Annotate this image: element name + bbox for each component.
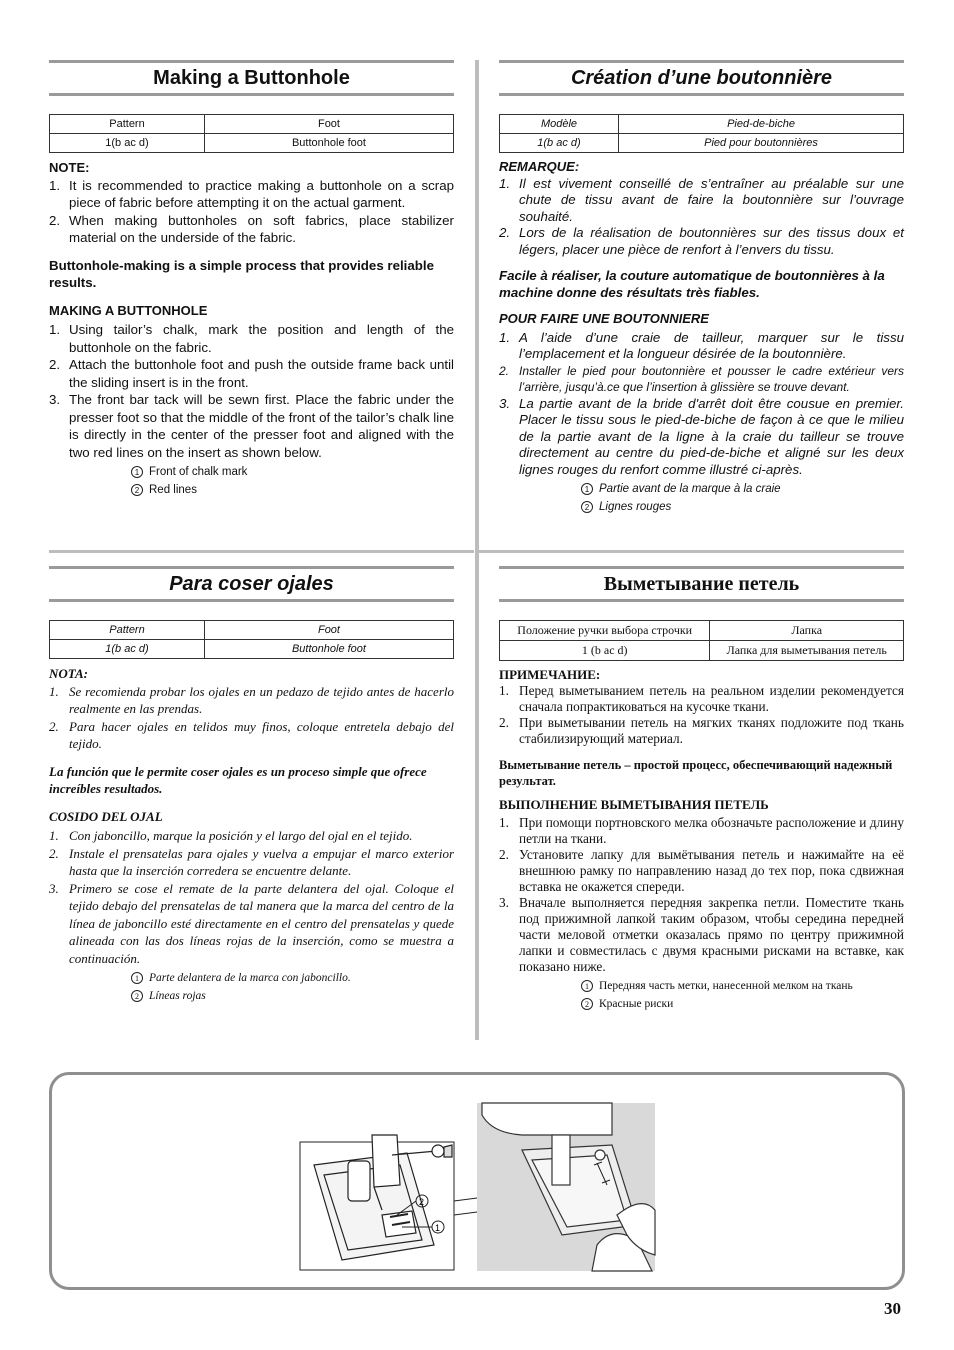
subheading: MAKING A BUTTONHOLE <box>49 302 208 318</box>
steps-list <box>49 827 454 967</box>
callout-circle-2: 2 <box>581 998 593 1010</box>
note-label: NOTA: <box>49 666 88 681</box>
intro-text: Facile à réaliser, la couture automatique de boutonnières à la machine donne des résultats très fiables. <box>499 268 885 300</box>
section-english <box>49 60 454 499</box>
table-header-pattern: Положение ручки выбора строчки <box>500 621 710 641</box>
list-item: 2. Installer le pied pour boutonnière et pousser le cadre extérieur vers l’arrière, jusqu’à.ce que l’insertion à glissière se trouve devant. <box>499 363 904 394</box>
steps-list <box>499 815 904 975</box>
table-cell-pattern: 1 (b ac d) <box>500 641 710 661</box>
table-cell-pattern: 1(b ac d) <box>50 134 205 153</box>
intro-text: La función que le permite coser ojales es un proceso simple que ofrece increíbles resultados. <box>49 763 427 796</box>
list-item: 1. A l’aide d’une craie de tailleur, marquer sur le tissu l’emplacement et la longueur désirée de la boutonnière. <box>499 329 904 361</box>
buttonhole-foot-illustration <box>52 1075 902 1287</box>
subheading: COSIDO DEL OJAL <box>49 808 163 824</box>
list-item: 1. Using tailor’s chalk, mark the position and length of the buttonhole on the fabric. <box>49 322 454 355</box>
list-item: 1. It is recommended to practice making a buttonhole on a scrap piece of fabric before attempting it on the actual garment. <box>49 177 454 210</box>
callout-circle-1: 1 <box>581 980 593 992</box>
illustration-panel <box>49 1072 905 1290</box>
list-item: 2. Lors de la réalisation de boutonnières sur des tissus doux et légers, placer une pièce de renfort à l’envers du tissu. <box>499 225 904 257</box>
table-header-foot: Лапка <box>710 621 904 641</box>
list-item: 3. The front bar tack will be sewn first. Place the fabric under the presser foot so that the middle of the front of the tailor’s chalk line is directly in the center of the presser foot and aligned with the two red lines on the insert as shown below. <box>49 392 454 460</box>
section-title: Création d’une boutonnière <box>570 66 833 89</box>
table-cell-pattern: 1(b ac d) <box>500 134 619 153</box>
section-title: Making a Buttonhole <box>153 66 350 89</box>
section-body <box>499 667 904 1013</box>
section-divider-right <box>479 550 904 553</box>
notes-list <box>49 177 454 247</box>
list-item: 1. Con jaboncillo, marque la posición y el largo del ojal en el tejido. <box>49 828 413 843</box>
section-title: Выметывание петель <box>603 572 800 595</box>
section-french <box>499 60 904 516</box>
callout-circle-2: 2 <box>131 990 143 1002</box>
callout-circle-1: 1 <box>131 972 143 984</box>
table-header-pattern: Pattern <box>50 115 205 134</box>
note-label: ПРИМЕЧАНИЕ: <box>499 667 601 682</box>
section-body <box>49 665 454 1005</box>
note-label: REMARQUE: <box>499 159 580 174</box>
callout-circle-1: 1 <box>131 466 143 478</box>
intro-text: Buttonhole-making is a simple process that provides reliable results. <box>49 257 434 290</box>
table-cell-foot: Pied pour boutonnières <box>619 134 904 153</box>
subheading: POUR FAIRE UNE BOUTONNIERE <box>499 311 709 326</box>
list-item: 1. Перед выметыванием петель на реальном изделии рекомендуется сначала попрактиковаться на кусочке ткани. <box>499 683 904 714</box>
pattern-table <box>49 114 454 153</box>
intro-text: Выметывание петель – простой процесс, обеспечивающий надежный результат. <box>499 758 893 788</box>
list-item: 2. Para hacer ojales en telidos muy finos, coloque entretela debajo del tejido. <box>49 718 454 751</box>
table-header-foot: Foot <box>204 115 453 134</box>
pattern-table <box>49 620 454 659</box>
section-spanish <box>49 566 454 1005</box>
list-item: 2. When making buttonholes on soft fabrics, place stabilizer material on the underside of the fabric. <box>49 212 454 245</box>
list-item: 1. При помощи портновского мелка обозначьте расположение и длину петли на ткани. <box>499 815 904 846</box>
table-cell-foot: Buttonhole foot <box>204 134 453 153</box>
list-item: 3. Primero se cose el remate de la parte delantera del ojal. Coloque el tejido debajo del prensatelas de tal manera que la marca del centro de la línea de jaboncillo esté directamente en el centro del prensatelas y quede alineada con las dos líneas rojas de la inserción, como se muestra a continuación. <box>49 880 454 966</box>
table-cell-pattern: 1(b ac d) <box>50 640 205 659</box>
notes-list <box>499 683 904 747</box>
list-item: 3. La partie avant de la bride d'arrêt doit être cousue en premier. Placer le tissu sous le pied-de-biche de façon à ce que le milieu de la partie avant de la ligne à la craie du tailleur se trouve directement au centre du pied-de-biche et aligné sur les deux lignes rouges du renfort comme illustré ci-après. <box>499 395 904 477</box>
section-body <box>49 159 454 499</box>
caption-2: 2 Red lines <box>131 481 454 499</box>
page-number: 30 <box>884 1299 901 1318</box>
list-item: 1. Il est vivement conseillé de s’entraîner au préalable sur une chute de tissu avant de faire la boutonnière sur l’ouvrage souhaité. <box>499 175 904 224</box>
list-item: 2. Установите лапку для вымётывания петель и нажимайте на её внешнюю рамку по направлению назад до тех пор, пока сдвижная вставка не окажется спереди. <box>499 847 904 894</box>
section-heading <box>49 60 454 96</box>
table-cell-foot: Buttonhole foot <box>204 640 453 659</box>
section-heading <box>499 566 904 602</box>
caption-2: 2 Lignes rouges <box>581 498 904 516</box>
notes-list <box>499 176 904 259</box>
table-cell-foot: Лапка для выметывания петель <box>710 641 904 661</box>
note-label: NOTE: <box>49 160 90 175</box>
list-item: 1. Se recomienda probar los ojales en un pedazo de tejido antes de hacerlo realmente en las prendas. <box>49 683 454 716</box>
section-title: Para coser ojales <box>169 572 334 595</box>
pattern-table <box>499 620 904 661</box>
pattern-table <box>499 114 904 153</box>
table-header-foot: Pied-de-biche <box>619 115 904 134</box>
table-header-foot: Foot <box>204 621 453 640</box>
section-heading <box>49 566 454 602</box>
table-header-pattern: Pattern <box>50 621 205 640</box>
callout-circle-2: 2 <box>581 501 593 513</box>
caption-2: 2 Красные риски <box>581 995 904 1013</box>
caption-1: 1 Передняя часть метки, нанесенной мелком на ткань <box>581 977 904 995</box>
table-header-pattern: Modèle <box>500 115 619 134</box>
section-body <box>499 159 904 516</box>
section-russian <box>499 566 904 1013</box>
caption-1: 1 Parte delantera de la marca con jaboncillo. <box>131 969 454 987</box>
list-item: 3. Вначале выполняется передняя закрепка петли. Поместите ткань под прижимной лапкой таким образом, чтобы середина передней части меловой отметки оказалась прямо по центру прижимной лапки и совместилась с двумя красными рисками на вставке, как показано ниже. <box>499 895 904 974</box>
list-item: 2. Attach the buttonhole foot and push the outside frame back until the sliding insert is in the front. <box>49 357 454 390</box>
callout-1-label: 1 <box>435 1223 441 1233</box>
section-heading <box>499 60 904 96</box>
callout-2-label: 2 <box>419 1197 425 1207</box>
section-divider-left <box>49 550 474 553</box>
caption-1: 1 Partie avant de la marque à la craie <box>581 480 904 498</box>
list-item: 2. Instale el prensatelas para ojales y vuelva a empujar el marco exterior hasta que la inserción corredera se encuentre delante. <box>49 845 454 878</box>
steps-list <box>49 321 454 461</box>
list-item: 2. При выметывании петель на мягких тканях подложите под ткань стабилизирующий материал. <box>499 715 904 746</box>
notes-list <box>49 683 454 753</box>
subheading: ВЫПОЛНЕНИЕ ВЫМЕТЫВАНИЯ ПЕТЕЛЬ <box>499 797 769 812</box>
caption-2: 2 Líneas rojas <box>131 987 454 1005</box>
caption-1: 1 Front of chalk mark <box>131 463 454 481</box>
steps-list <box>499 330 904 479</box>
callout-circle-2: 2 <box>131 484 143 496</box>
callout-circle-1: 1 <box>581 483 593 495</box>
